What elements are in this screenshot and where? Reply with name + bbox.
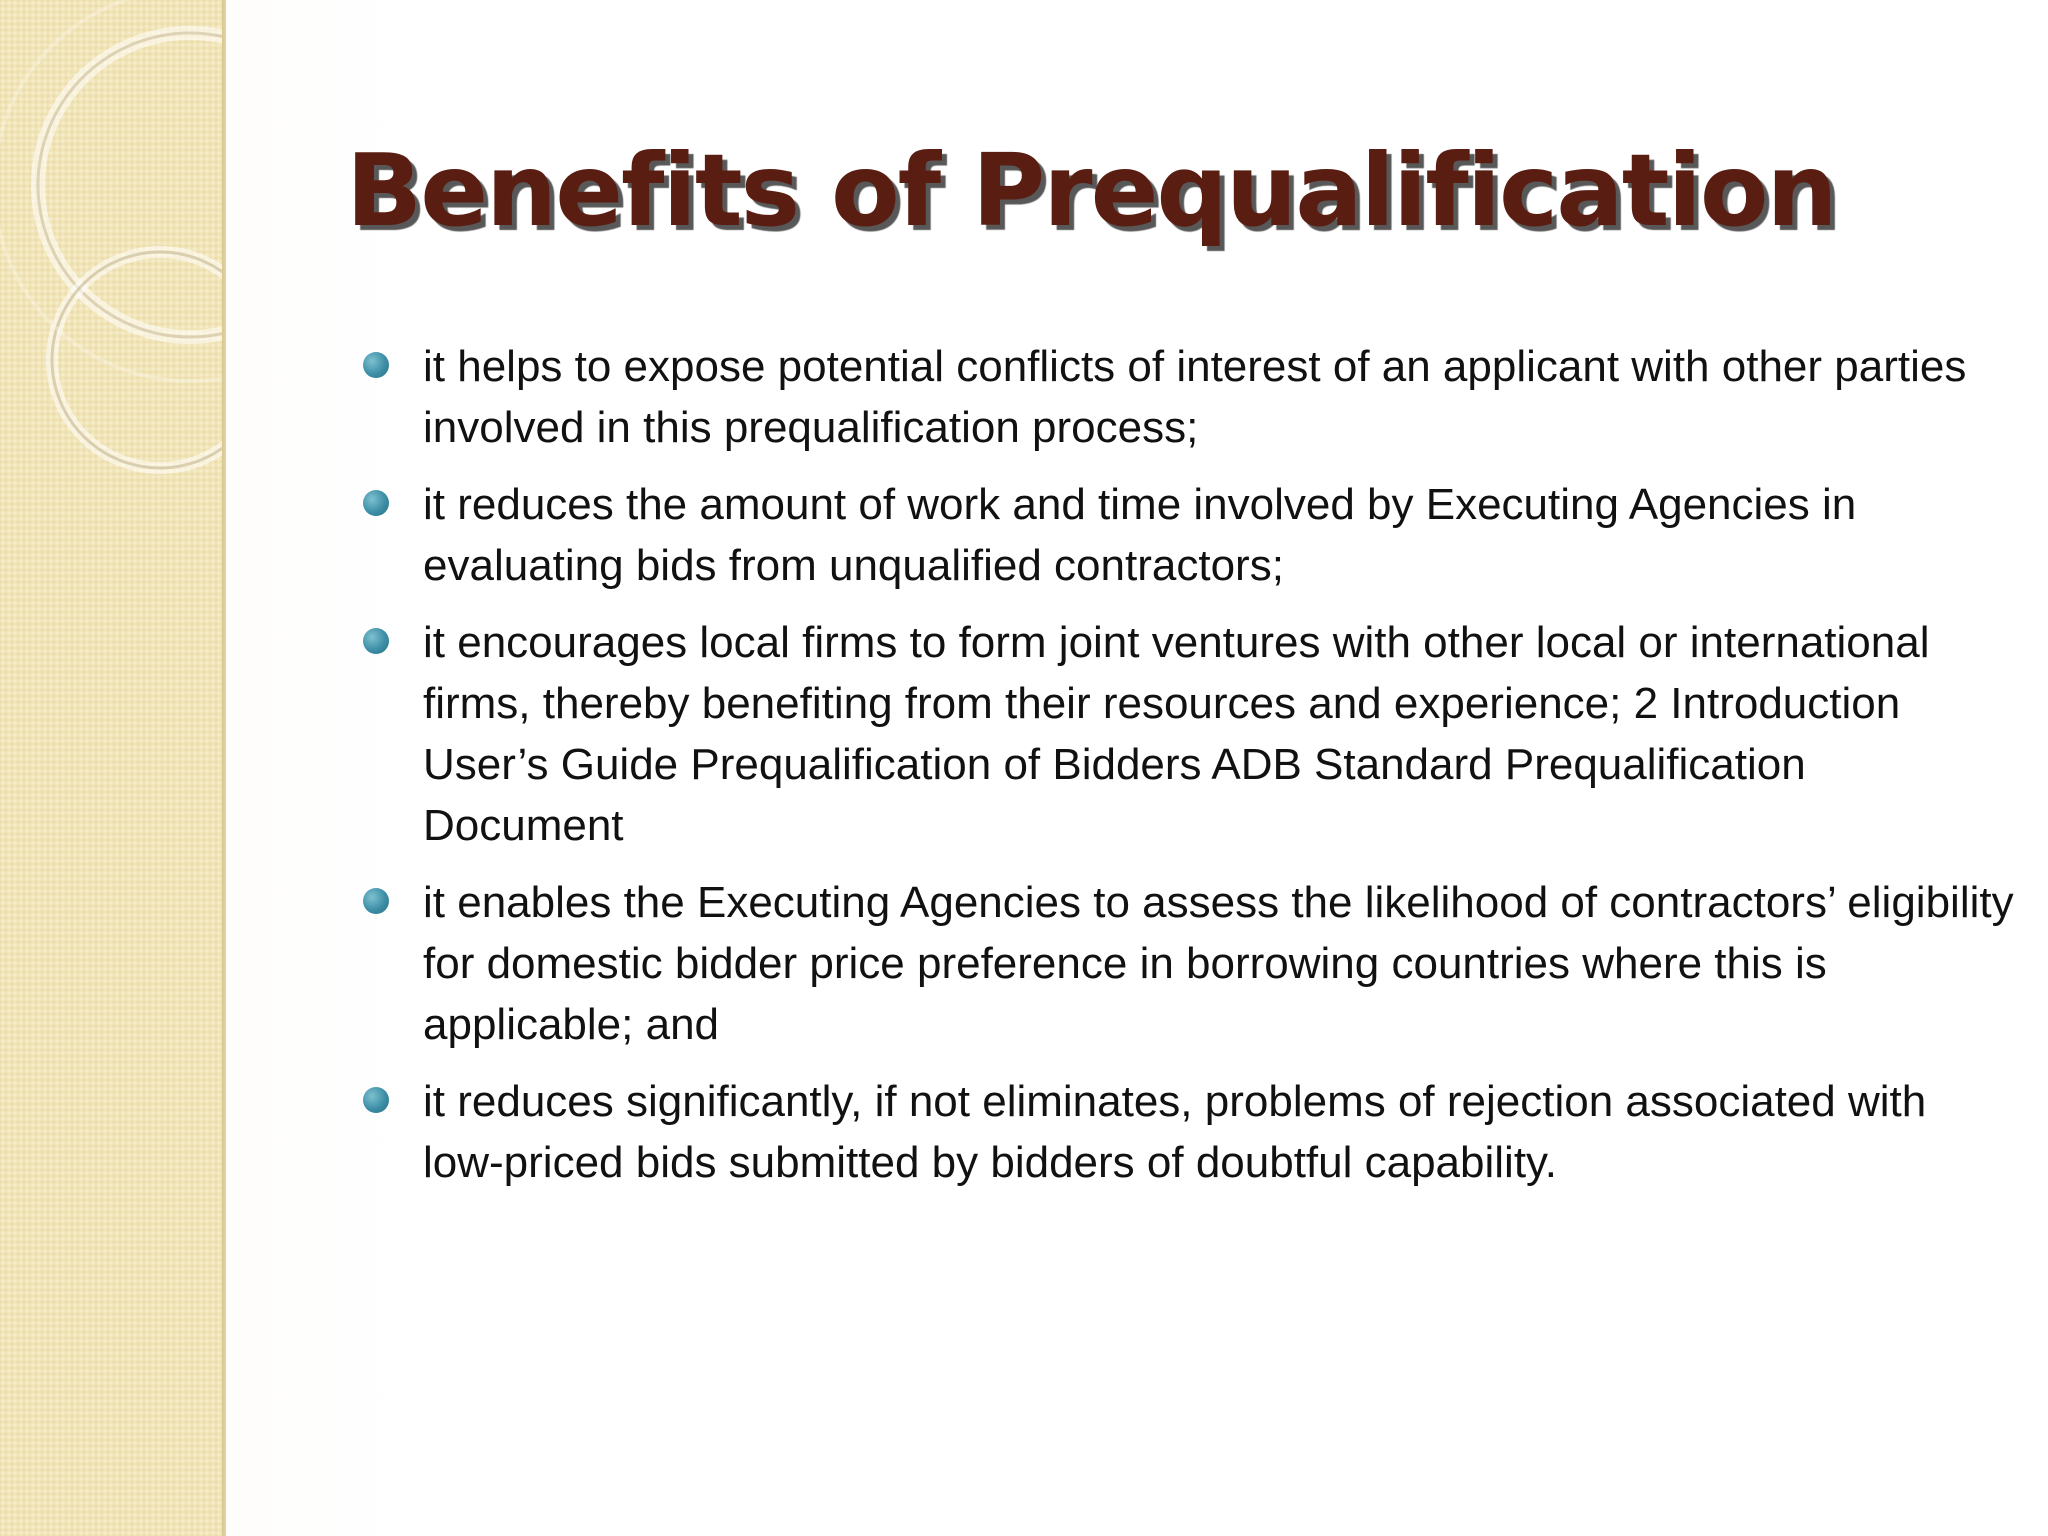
bullet-list (356, 336, 2016, 1209)
bullet-dot-icon (363, 352, 389, 378)
bullet-dot-icon (363, 628, 389, 654)
bullet-item (356, 336, 2016, 458)
bullet-dot-icon (363, 490, 389, 516)
bullet-dot-icon (363, 888, 389, 914)
bullet-text: it enables the Executing Agencies to assess the likelihood of contractors’ eligibility for domestic bidder price preference in borrowing countries where this is applicable; and (423, 878, 2014, 1049)
bullet-text: it reduces the amount of work and time involved by Executing Agencies in evaluating bids from unqualified contractors; (423, 480, 1857, 590)
bullet-item (356, 872, 2016, 1055)
bullet-item (356, 612, 2016, 856)
decorative-side-panel (0, 0, 226, 1536)
bullet-dot-icon (363, 1087, 389, 1113)
slide-title: Benefits of Prequalification (346, 132, 1836, 249)
bullet-item (356, 1071, 2016, 1193)
bullet-text: it reduces significantly, if not eliminates, problems of rejection associated with low-priced bids submitted by bidders of doubtful capability. (423, 1077, 1927, 1187)
bullet-item (356, 474, 2016, 596)
bullet-text: it helps to expose potential conflicts of interest of an applicant with other parties involved in this prequalification process; (423, 342, 1967, 452)
side-panel-edge (222, 0, 226, 1536)
decorative-rings (0, 0, 226, 1536)
bullet-text: it encourages local firms to form joint ventures with other local or international firms, thereby benefiting from their resources and experience; 2 Introduction User’s Guide Prequalification of Bidders ADB Standard Prequalification Document (423, 618, 1930, 850)
